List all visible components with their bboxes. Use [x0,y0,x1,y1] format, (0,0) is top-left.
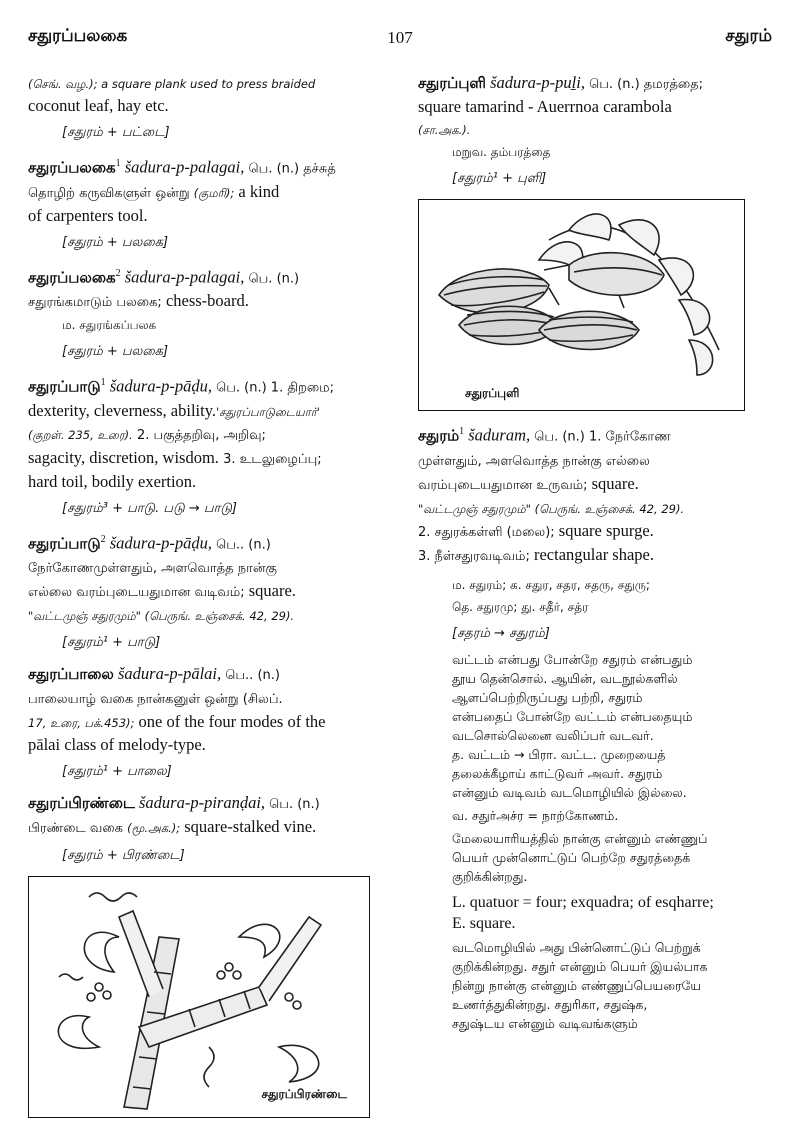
gloss: square-stalked vine. [184,817,317,836]
latin-note [418,892,776,934]
note-line: L. quatuor = four; exquadra; of esqharre; [452,893,714,911]
transliteration: šadura-p-palagai, [124,157,245,177]
gloss: a kind [238,181,280,201]
definition: 2. சதுரக்கள்ளி (மலை); [418,524,555,540]
gloss: sagacity, discretion, wisdom. [28,447,219,467]
gloss: of carpenters tool. [28,205,148,225]
entry-sadurappalai [28,663,398,784]
grammar: பெ.. (n.) [225,668,280,683]
header-right-guideword: சதுரம் [725,26,772,46]
definition: 3. உடலுழைப்பு; [223,451,322,467]
definition: வரம்புடையதுமான உருவம்; [418,477,588,493]
source: (குமரி); [193,185,235,200]
note-line: என்பதைப் போன்றே வட்டம் என்பதையும் [452,708,693,724]
definition: முள்ளதும், அளவொத்த நான்கு எல்லை [418,453,650,469]
sanskrit-note: வ. சதுர்அச்ர = நாற்கோணம். [452,807,619,823]
source: (குறள். 235, உரை). [28,427,133,442]
note-line: ஆளப்பெற்றிருப்பது பற்றி, சதுரம் [452,689,643,705]
etymology-note [418,829,776,886]
transliteration: šadura-p-pālai, [118,664,222,683]
headword: சதுரப்பாலை [28,665,114,683]
entry-sadurappirandai [28,792,398,868]
grammar: பெ. (n.) [248,161,300,177]
etymology: [சதுரம்¹ + பாடு] [62,635,161,650]
gloss: square. [248,581,296,600]
homonym-number: 2 [100,533,106,545]
figure-caption: சதுரப்புளி [465,386,520,400]
definition: தச்சுத் [303,161,336,177]
note-line: குறிக்கின்றது. [452,868,528,884]
definition: 2. பகுத்தறிவு, அறிவு; [136,427,266,443]
headword: சதுரப்பாடு [28,377,101,396]
homonym-number: 2 [115,267,121,279]
source: (சா.அக.). [418,123,471,137]
headword: சதுரப்பலகை [28,268,116,286]
headword: சதுரப்பாடு [28,534,101,552]
gloss: hard toil, bodily exertion. [28,471,197,491]
synonym: மறுவ. தம்பரத்தை [452,145,551,159]
star-fruit-drawing-icon [419,200,744,410]
note-line: சதுஷ்டய என்னும் வடிவங்களும் [452,1015,638,1031]
headword: சதுரப்பிரண்டை [28,794,135,812]
transliteration: šadura-p-puḻi, [490,73,585,92]
etymology: [சதுரம் + பட்டை] [62,125,170,140]
note-line: வடசொல்லெனை வலிப்பர் வடவர். [452,727,654,743]
grammar: பெ. (n.) [216,380,267,396]
illustration-square-tamarind [418,199,745,411]
gloss: square spurge. [558,520,654,540]
etymology: [சதுரம்¹ + பாலை] [62,764,172,779]
gloss: chess-board. [165,291,249,310]
definition: தொழிற் கருவிகளுள் ஒன்று [28,185,190,201]
entry-sadurappalagai-1 [28,153,398,255]
entry-text: (செங். வழ.); a square plank used to press braided [28,77,316,91]
grammar: பெ. (n.) [589,77,640,92]
grammar: பெ. (n.) [248,271,300,286]
left-column [28,72,398,1118]
entry-saduram-1 [418,421,776,1033]
note-line: தூய தென்சொல். ஆயின், வடநூல்களில் [452,670,678,686]
headword: சதுரப்பலகை [28,158,116,177]
etymology: [சதுரம் + பலகை] [62,234,169,250]
gloss: square tamarind - Auerrnoa carambola [418,97,672,116]
definition: தமரத்தை; [643,77,704,92]
gloss: dexterity, cleverness, ability. [28,400,217,420]
etymology: [சதரம் → சதுரம்] [452,625,550,641]
source: (மூ.அக.); [127,821,181,835]
note-line: என்னும் வடிவம் வடமொழியில் இல்லை. [452,784,687,800]
gloss: one of the four modes of the [138,712,326,731]
page-number: 107 [387,28,413,47]
transliteration: šadura-p-piranḍai, [139,793,266,812]
definition: 1. திறமை; [270,380,334,396]
headword: சதுரம் [418,426,460,445]
etymology: [சதுரம் + பலகை] [62,344,169,359]
transliteration: šaduram, [468,425,531,445]
note-line: பெயர் முன்னொட்டுப் பெற்றே சதுரத்தைக் [452,849,691,865]
quotation: "வட்டமுஞ் சதுரமும்" (பெருங். உஞ்சைக். 42, 29). [418,501,685,516]
quotation: "வட்டமுஞ் சதுரமும்" (பெருங். உஞ்சைக். 42, 29). [28,609,295,623]
etymology: [சதுரம்³ + பாடு. படு → பாடு] [62,500,237,516]
definition: 1. நேர்கோண [588,429,671,445]
illustration-square-stalked-vine [28,876,370,1118]
note-line: உணர்த்துகின்றது. சதுரிகா, சதுஷ்க, [452,996,648,1012]
header-left-guideword: சதுரப்பலகை [28,26,128,46]
definition: சதுரங்கமாடும் பலகை; [28,295,162,310]
homonym-number: 1 [459,426,465,437]
gloss: rectangular shape. [533,544,655,564]
etymology-note [418,650,776,802]
gloss: square. [591,473,639,493]
grammar: பெ. (n.) [269,797,320,812]
note-line: நின்று நான்கு என்னும் எண்ணுப்பெயரையே [452,977,702,993]
entry-text: coconut leaf, hay etc. [28,96,169,115]
note-line: குறிக்கின்றது. சதுர் என்னும் பெயர் இயல்பாக [452,958,708,974]
note-line: வட்டம் என்பது போன்றே சதுரம் என்பதும் [452,651,693,667]
definition: நேர்கோணமுள்ளதும், அளவொத்த நான்கு [28,561,277,576]
cognates: ம. சதுரம்; க. சதுர, சதர, சதரு, சதுரு; [452,577,650,592]
cognates: தெ. சதுரமு; து. சதீர், சத்ர [452,599,589,614]
gloss: pālai class of melody-type. [28,735,206,754]
homonym-number: 1 [115,158,121,169]
vine-drawing-icon [29,877,369,1117]
transliteration: šadura-p-pāḍu, [109,376,212,396]
page-header [28,26,772,56]
transliteration: šadura-p-palagai, [124,267,245,286]
grammar: பெ.. (n.) [216,537,271,552]
entry-sadurappalagai-2 [28,263,398,365]
cognates: ம. சதுரங்கப்பலக [62,318,157,332]
definition: 3. நீள்சதுரவடிவம்; [418,548,530,564]
definition: எல்லை வரம்புடையதுமான வடிவம்; [28,585,245,600]
homonym-number: 1 [100,377,106,388]
note-line: தலைக்கீழாய் காட்டுவர் அவர். சதுரம் [452,765,663,781]
right-column [418,72,776,1041]
headword: சதுரப்புளி [418,74,486,92]
note-line: த. வட்டம் → பிரா. வட்ட. முறையைத் [452,746,666,762]
entry-sadurappadu-2 [28,529,398,656]
definition: பாலையாழ் வகை நான்கனுள் ஒன்று (சிலப். [28,692,283,707]
entry-continuation [28,72,398,145]
note-line: வடமொழியில் அது பின்னொட்டுப் பெற்றுக் [452,939,701,955]
note-line: E. square. [452,914,516,932]
transliteration: šadura-p-pāḍu, [109,533,212,552]
etymology-note [418,938,776,1033]
etymology: [சதுரம்¹ + புளி] [452,171,547,186]
note-line: மேலையாரியத்தில் நான்கு என்னும் எண்ணுப் [452,830,708,846]
figure-caption: சதுரப்பிரண்டை [261,1087,347,1101]
etymology: [சதுரம் + பிரண்டை] [62,848,185,863]
source: 17, உரை, பக்.453); [28,716,135,730]
quotation: 'சதுரப்பாடுடையார்' [216,404,320,419]
grammar: பெ. (n.) [534,429,585,445]
definition: பிரண்டை வகை [28,821,123,836]
entry-sadurappuli [418,72,776,191]
entry-sadurappadu-1 [28,372,398,521]
